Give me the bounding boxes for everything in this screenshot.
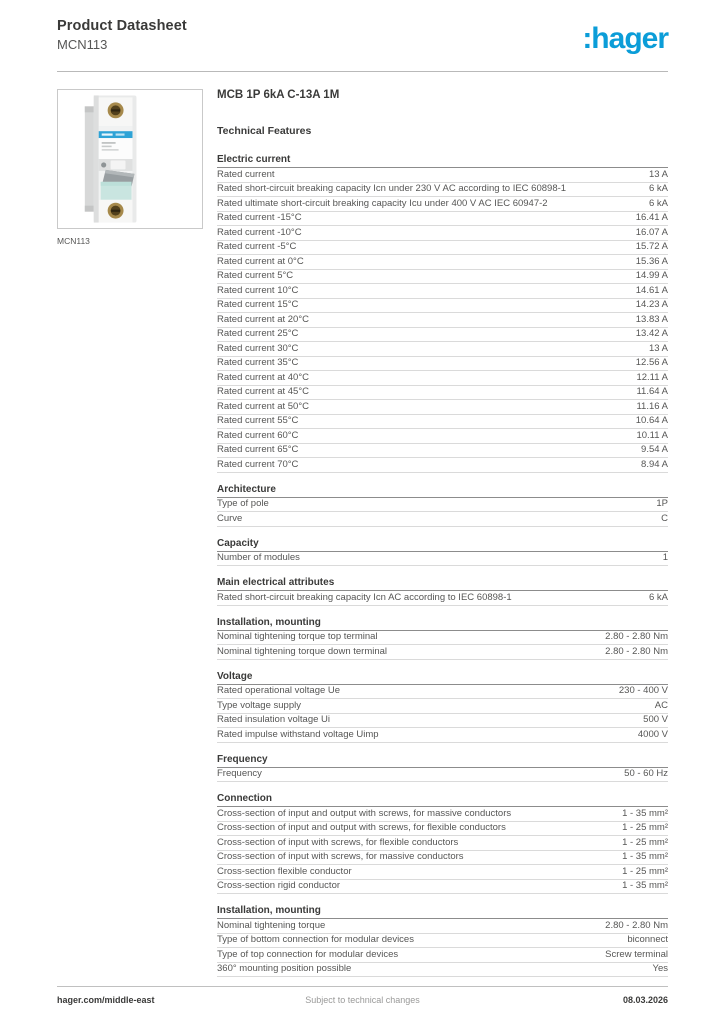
spec-value: 11.16 A: [636, 400, 668, 412]
spec-row: [217, 284, 668, 299]
spec-label: Cross-section rigid conductor: [217, 881, 341, 891]
spec-label: Rated operational voltage Ue: [217, 686, 341, 696]
spec-value: 1 - 25 mm²: [622, 822, 668, 833]
spec-row: [217, 645, 668, 660]
spec-row: [217, 429, 668, 444]
spec-label: Type of pole: [217, 499, 269, 509]
spec-value: 2.80 - 2.80 Nm: [605, 645, 668, 657]
spec-row: [217, 552, 668, 567]
spec-value: 1P: [656, 498, 668, 509]
spec-label: Rated current: [217, 169, 275, 180]
spec-label: Rated current at 50°C: [217, 401, 309, 412]
spec-value: 1: [662, 552, 668, 563]
spec-row: [217, 328, 668, 343]
spec-row: [217, 270, 668, 285]
spec-value: 2.80 - 2.80 Nm: [605, 919, 668, 931]
spec-row: [217, 728, 668, 743]
spec-row: [217, 714, 668, 729]
spec-row: [217, 212, 668, 227]
spec-value: 1 - 25 mm²: [622, 836, 668, 848]
spec-row: [217, 386, 668, 401]
spec-value: 15.36 A: [635, 255, 668, 267]
specs-column: [217, 89, 668, 977]
spec-label: Rated current at 0°C: [217, 256, 304, 267]
product-reference: MCN113: [57, 37, 108, 52]
section-rows: [217, 552, 668, 567]
spec-row: [217, 415, 668, 430]
spec-value: 16.41 A: [635, 212, 668, 223]
spec-row: [217, 836, 668, 851]
mcb-product-image-icon: [58, 90, 202, 228]
spec-value: Yes: [652, 963, 668, 974]
spec-value: 10.64 A: [635, 415, 668, 426]
spec-row: [217, 685, 668, 700]
spec-label: Rated current 10°C: [217, 285, 299, 296]
spec-row: [217, 822, 668, 837]
spec-value: 6 kA: [648, 197, 668, 209]
spec-label: Rated current 70°C: [217, 459, 299, 470]
section-rows: [217, 168, 668, 473]
section-rows: [217, 498, 668, 527]
spec-label: Rated ultimate short-circuit breaking capacity Icu under 400 V AC IEC 60947-2: [217, 198, 548, 209]
spec-row: [217, 357, 668, 372]
spec-label: Rated current 25°C: [217, 329, 299, 339]
spec-label: Nominal tightening torque: [217, 920, 326, 931]
spec-value: Screw terminal: [605, 948, 668, 960]
product-image-frame: [57, 89, 203, 229]
spec-label: Rated current -15°C: [217, 213, 302, 223]
spec-label: Rated current 55°C: [217, 416, 299, 426]
spec-value: 1 - 25 mm²: [622, 865, 668, 877]
spec-value: 12.11 A: [636, 371, 668, 383]
footer-date: 08.03.2026: [622, 995, 668, 1005]
section-rows: [217, 685, 668, 743]
spec-value: 13 A: [648, 168, 668, 180]
spec-section: [217, 671, 668, 743]
section-heading: Architecture: [217, 484, 668, 498]
spec-value: 11.64 A: [636, 386, 668, 397]
spec-row: [217, 768, 668, 783]
spec-label: Rated current at 45°C: [217, 387, 309, 397]
section-heading: Capacity: [217, 538, 668, 552]
spec-row: [217, 458, 668, 473]
spec-row: [217, 226, 668, 241]
spec-value: 50 - 60 Hz: [624, 768, 668, 779]
spec-label: Cross-section flexible conductor: [217, 866, 352, 877]
spec-label: Rated current 30°C: [217, 343, 299, 354]
spec-label: Rated short-circuit breaking capacity Icn AC according to IEC 60898-1: [217, 592, 512, 603]
spec-value: AC: [654, 699, 668, 711]
spec-value: 14.61 A: [635, 284, 668, 296]
spec-section: [217, 617, 668, 660]
footer-note: Subject to technical changes: [305, 995, 420, 1005]
spec-value: 2.80 - 2.80 Nm: [605, 631, 668, 642]
product-image-column: [57, 89, 205, 977]
spec-label: Nominal tightening torque down terminal: [217, 646, 388, 657]
spec-section: [217, 538, 668, 567]
spec-row: [217, 444, 668, 459]
section-heading: Main electrical attributes: [217, 577, 668, 591]
spec-row: [217, 299, 668, 314]
spec-value: 8.94 A: [641, 458, 668, 470]
spec-row: [217, 183, 668, 198]
spec-label: Rated current 15°C: [217, 300, 299, 310]
spec-row: [217, 371, 668, 386]
spec-row: [217, 851, 668, 866]
spec-value: 4000 V: [637, 728, 668, 740]
spec-row: [217, 498, 668, 513]
spec-section: [217, 577, 668, 606]
spec-row: [217, 313, 668, 328]
section-heading: Frequency: [217, 754, 668, 768]
spec-value: 16.07 A: [635, 226, 668, 238]
spec-section: [217, 154, 668, 473]
spec-row: [217, 699, 668, 714]
spec-row: [217, 168, 668, 183]
header-titles: [57, 18, 187, 52]
spec-value: 14.99 A: [635, 270, 668, 281]
spec-label: Type voltage supply: [217, 700, 301, 711]
spec-row: [217, 948, 668, 963]
section-rows: [217, 807, 668, 894]
section-heading: Installation, mounting: [217, 617, 668, 631]
technical-features-heading: Technical Features: [217, 125, 312, 137]
spec-label: Rated current 65°C: [217, 445, 299, 455]
spec-label: Nominal tightening torque top terminal: [217, 632, 378, 642]
spec-label: Rated short-circuit breaking capacity Icn under 230 V AC according to IEC 60898-1: [217, 184, 567, 194]
spec-label: Cross-section of input and output with screws, for massive conductors: [217, 808, 512, 819]
spec-label: Frequency: [217, 769, 262, 779]
spec-section: [217, 484, 668, 527]
spec-label: Rated current 60°C: [217, 430, 299, 441]
spec-value: 10.11 A: [636, 429, 668, 441]
spec-row: [217, 255, 668, 270]
section-rows: [217, 631, 668, 660]
page-footer: [57, 986, 668, 1024]
spec-row: [217, 880, 668, 895]
spec-value: 15.72 A: [635, 241, 668, 252]
footer-row: [57, 995, 668, 1005]
spec-row: [217, 865, 668, 880]
document-title: Product Datasheet: [57, 18, 187, 34]
spec-label: Cross-section of input with screws, for massive conductors: [217, 852, 464, 862]
spec-value: 1 - 35 mm²: [622, 851, 668, 862]
spec-label: Rated current at 40°C: [217, 372, 309, 383]
spec-section: [217, 905, 668, 977]
spec-label: Rated impulse withstand voltage Uimp: [217, 729, 379, 740]
spec-section: [217, 754, 668, 783]
section-heading: Electric current: [217, 154, 668, 168]
spec-label: Rated current 5°C: [217, 271, 294, 281]
spec-value: 13.83 A: [635, 313, 668, 325]
spec-value: 13 A: [648, 342, 668, 354]
spec-row: [217, 934, 668, 949]
section-rows: [217, 591, 668, 606]
section-rows: [217, 768, 668, 783]
section-heading: Installation, mounting: [217, 905, 668, 919]
spec-section: [217, 793, 668, 894]
spec-row: [217, 631, 668, 646]
spec-value: 12.56 A: [635, 357, 668, 368]
spec-row: [217, 241, 668, 256]
footer-website: hager.com/middle-east: [57, 995, 155, 1005]
header-divider: [57, 71, 668, 72]
spec-label: Rated current -5°C: [217, 242, 297, 252]
spec-row: [217, 512, 668, 527]
spec-sections: [217, 154, 668, 977]
spec-value: biconnect: [627, 934, 668, 945]
hager-logo: :hager: [582, 22, 668, 55]
page-header: [57, 18, 668, 54]
spec-value: 6 kA: [648, 591, 668, 603]
spec-label: Cross-section of input with screws, for flexible conductors: [217, 837, 459, 848]
spec-value: 1 - 35 mm²: [622, 880, 668, 891]
main-content: [57, 89, 668, 977]
spec-row: [217, 197, 668, 212]
spec-label: Rated current -10°C: [217, 227, 302, 238]
spec-row: [217, 591, 668, 606]
section-heading: Connection: [217, 793, 668, 807]
spec-row: [217, 342, 668, 357]
spec-label: Rated current 35°C: [217, 358, 299, 368]
product-image-caption: MCN113: [57, 236, 90, 246]
spec-value: 500 V: [643, 714, 668, 725]
section-heading: Voltage: [217, 671, 668, 685]
section-rows: [217, 919, 668, 977]
spec-row: [217, 400, 668, 415]
spec-label: Number of modules: [217, 553, 300, 563]
spec-row: [217, 919, 668, 934]
spec-label: Rated insulation voltage Ui: [217, 715, 331, 725]
spec-value: 230 - 400 V: [618, 685, 668, 696]
footer-divider: [57, 986, 668, 987]
spec-label: Curve: [217, 513, 243, 524]
spec-value: 1 - 35 mm²: [622, 807, 668, 819]
spec-value: 13.42 A: [635, 328, 668, 339]
spec-label: Type of bottom connection for modular devices: [217, 935, 414, 945]
spec-label: Cross-section of input and output with screws, for flexible conductors: [217, 823, 506, 833]
spec-value: 14.23 A: [635, 299, 668, 310]
spec-label: Rated current at 20°C: [217, 314, 309, 325]
spec-value: 9.54 A: [641, 444, 668, 455]
product-title: MCB 1P 6kA C-13A 1M: [217, 89, 340, 101]
spec-value: 6 kA: [648, 183, 668, 194]
spec-value: C: [661, 512, 668, 524]
spec-label: 360° mounting position possible: [217, 964, 352, 974]
spec-row: [217, 807, 668, 822]
spec-row: [217, 963, 668, 978]
spec-label: Type of top connection for modular devices: [217, 949, 399, 960]
